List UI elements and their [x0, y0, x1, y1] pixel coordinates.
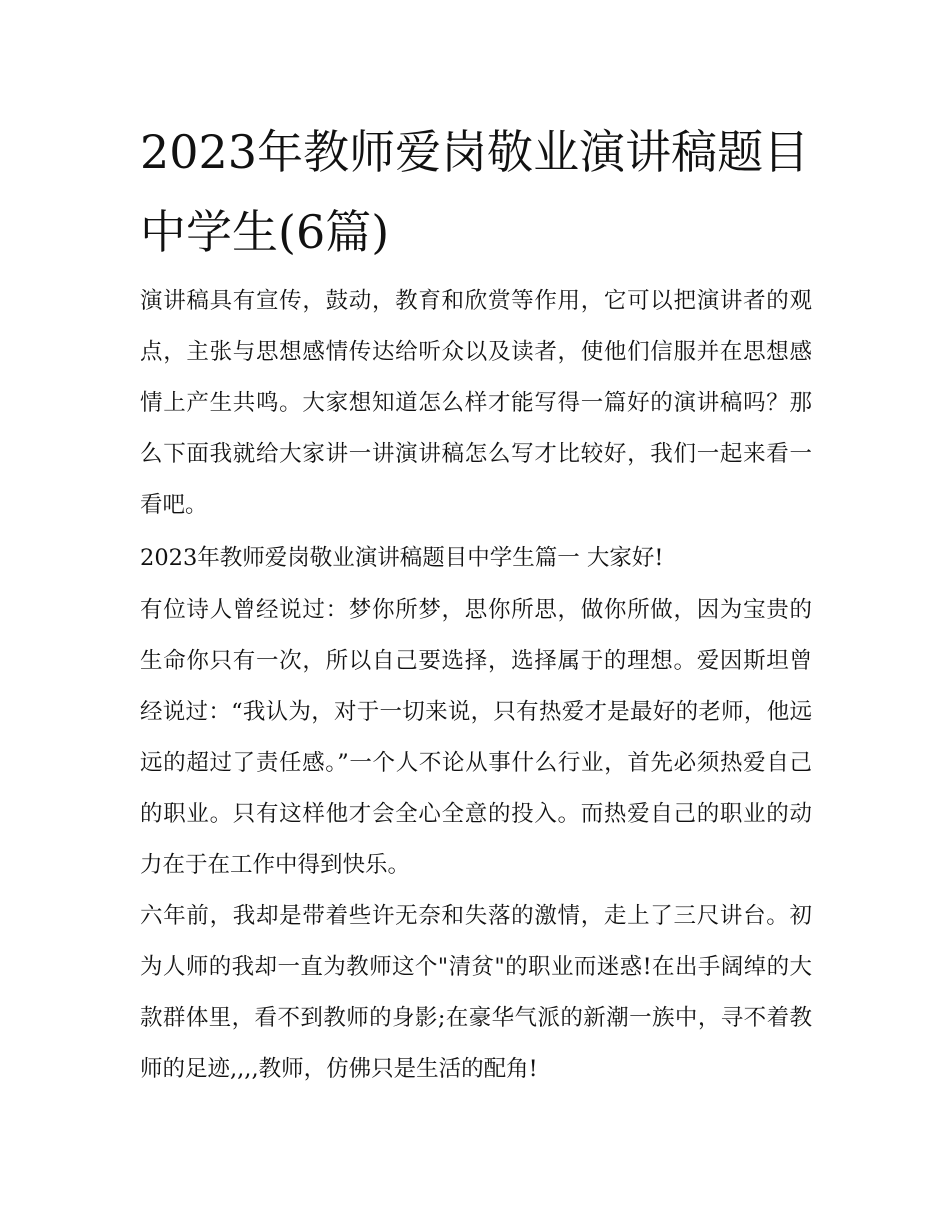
- body-paragraph: 有位诗人曾经说过：梦你所梦，思你所思，做你所做，因为宝贵的生命你只有一次，所以自己要选择，选择属于的理想。爱因斯坦曾经说过：“我认为，对于一切来说，只有热爱才是最好的老师，他远远的超过了责任感。”一个人不论从事什么行业，首先必须热爱自己的职业。只有这样他才会全心全意的投入。而热爱自己的职业的动力在于在工作中得到快乐。: [140, 597, 812, 878]
- intro-paragraph: 演讲稿具有宣传，鼓动，教育和欣赏等作用，它可以把演讲者的观点，主张与思想感情传达给听众以及读者，使他们信服并在思想感情上产生共鸣。大家想知道怎么样才能写得一篇好的演讲稿吗？那么下面我就给大家讲一讲演讲稿怎么写才比较好，我们一起来看一看吧。: [140, 288, 812, 518]
- section-heading-paragraph: 2023年教师爱岗敬业演讲稿题目中学生篇一 大家好!: [140, 545, 664, 571]
- body-paragraph: 六年前，我却是带着些许无奈和失落的激情，走上了三尺讲台。初为人师的我却一直为教师这个"清贫"的职业而迷惑!在出手阔绰的大款群体里，看不到教师的身影;在豪华气派的新潮一族中，寻不着教师的足迹,,,,教师，仿佛只是生活的配角!: [140, 903, 812, 1082]
- document-body: [140, 276, 812, 1095]
- document-title: 2023年教师爱岗敬业演讲稿题目中学生(6篇): [140, 125, 810, 259]
